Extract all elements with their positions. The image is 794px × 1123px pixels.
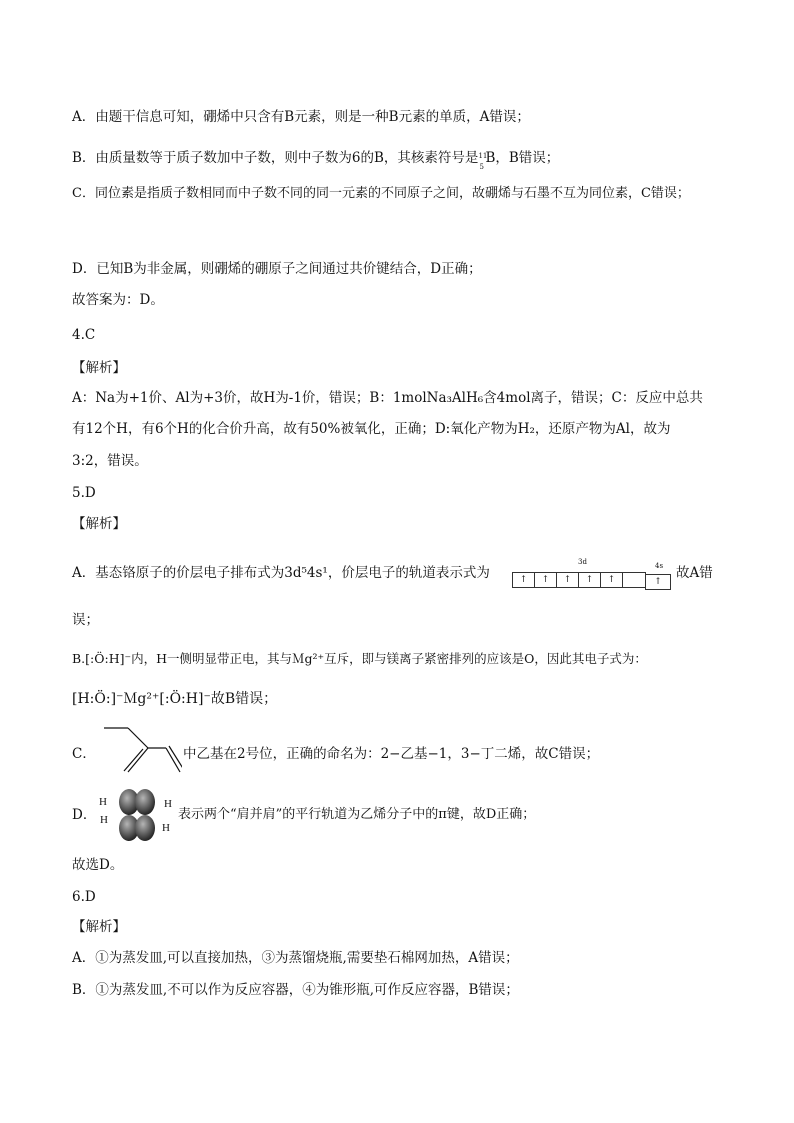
line-q5-c: 中乙基在2号位，正确的命名为：2−乙基−1，3−丁二烯，故C错误；	[183, 746, 600, 762]
orbital-box: ↑	[579, 573, 601, 587]
orbital-box-empty	[623, 573, 645, 587]
orbital-box: ↑	[513, 573, 535, 587]
h-label: H	[164, 798, 172, 810]
orbital-box: ↑	[601, 573, 623, 587]
line-q5-c-label: C．	[72, 746, 96, 762]
pi-bond-diagram	[96, 787, 178, 843]
h-label: H	[100, 814, 108, 826]
line-answer1: 故答案为：D。	[72, 292, 164, 308]
orbital-label-4s: 4s	[655, 562, 664, 570]
bond	[128, 728, 148, 748]
orbital-lobe	[135, 789, 155, 815]
line-a1: A．由题干信息可知，硼烯中只含有B元素，则是一种B元素的单质，A错误；	[72, 109, 530, 125]
line-b1-text: B．由质量数等于质子数加中子数，则中子数为6的B，其核素符号是	[72, 150, 479, 166]
bond	[128, 748, 148, 772]
butadiene-structure	[98, 722, 182, 780]
line-b1	[72, 148, 560, 171]
line-q5-a: A．基态铬原子的价层电子排布式为3d⁵4s¹，价层电子的轨道表示式为	[72, 565, 490, 581]
orbital-label-3d: 3d	[578, 558, 587, 566]
line-q4-1: A：Na为+1价、Al为+3价，故H为-1价，错误；B：1molNa₃AlH₆含4mol离子，错误；C：反应中总共	[72, 390, 703, 406]
analysis-4-heading: 【解析】	[72, 360, 126, 376]
analysis-5-heading: 【解析】	[72, 516, 126, 532]
line-answer5: 故选D。	[72, 857, 124, 873]
line-q5-b-formula: [H:Ö:]⁻Ｍg²⁺[:Ö:H]⁻故B错误；	[72, 691, 278, 707]
orbital-box: ↑	[654, 577, 662, 587]
bond	[169, 746, 182, 770]
line-q6-b: B．①为蒸发皿,不可以作为反应容器，④为锥形瓶,可作反应容器，B错误；	[72, 982, 519, 998]
line-q6-a: A．①为蒸发皿,可以直接加热，③为蒸馏烧瓶,需要垫石棉网加热，A错误；	[72, 950, 519, 966]
line-q5-b: B.[:Ö:H]⁻内，H一侧明显带正电，其与Ｍg²⁺互斥，即与镁离子紧密排列的应该是O，因此其电子式为：	[72, 651, 647, 666]
h-label: H	[162, 822, 170, 834]
nuclide-atomic: 5	[479, 163, 484, 171]
orbital-box: ↑	[535, 573, 557, 587]
line-q5-a-cont: 误；	[72, 612, 99, 628]
line-q4-2: 有12个H，有6个H的化合价升高，故有50%被氧化，正确；D:氧化产物为H₂，还原产物为Al，故为	[72, 421, 671, 437]
line-q5-d: 表示两个“肩并肩”的平行轨道为乙烯分子中的π键，故D正确；	[178, 807, 536, 822]
nuclide-mass: 11	[478, 152, 488, 160]
orbital-box: ↑	[557, 573, 579, 587]
line-q5-a-tail: 故A错	[676, 565, 713, 581]
line-b1-tail: B，B错误；	[485, 150, 560, 166]
question-6-answer: 6.D	[72, 889, 96, 905]
h-label: H	[99, 796, 107, 808]
line-d1: D．已知B为非金属，则硼烯的硼原子之间通过共价键结合，D正确；	[72, 261, 482, 277]
question-4-answer: 4.C	[72, 327, 96, 343]
orbital-diagram-4s	[645, 574, 671, 590]
question-5-answer: 5.D	[72, 485, 96, 501]
line-q5-d-label: D．	[72, 807, 97, 823]
line-c1: C．同位素是指质子数相同而中子数不同的同一元素的不同原子之间，故硼烯与石墨不互为同位素，C错误；	[72, 186, 690, 201]
bond	[124, 749, 143, 771]
analysis-6-heading: 【解析】	[72, 919, 126, 935]
line-q4-3: 3:2，错误。	[72, 453, 148, 469]
orbital-diagram-3d	[512, 572, 646, 588]
orbital-lobe	[135, 815, 155, 841]
nuclide-symbol	[478, 148, 488, 171]
